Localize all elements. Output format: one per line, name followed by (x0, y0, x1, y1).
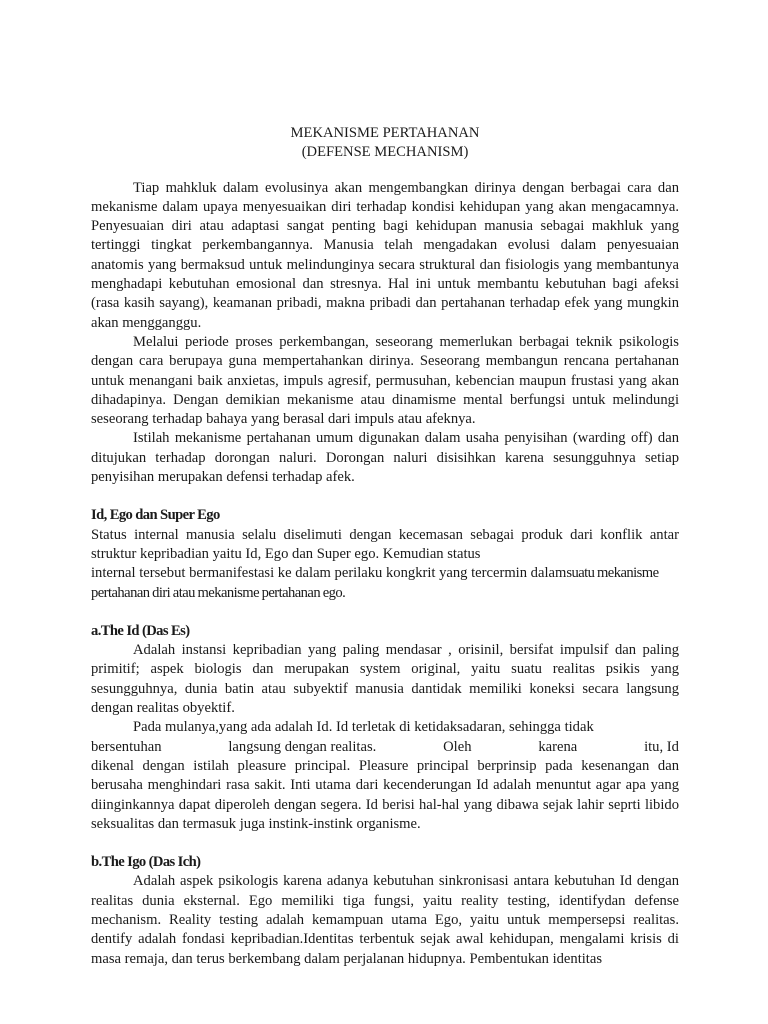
section-id-paragraph-2-line-1: Pada mulanya,yang ada adalah Id. Id terletak di ketidaksadaran, sehingga tidak (133, 719, 594, 736)
wide-line-word: karena (538, 738, 578, 755)
document-subtitle: (DEFENSE MECHANISM) (301, 144, 469, 161)
document-body (91, 124, 679, 969)
section-ego-paragraph-1: Status internal manusia selalu diselimuti dengan kecemasan sebagai produk dari konflik antar struktur kepribadian yaitu Id, Ego dan Super ego. Kemudian status (91, 526, 679, 562)
document-title: MEKANISME PERTAHANAN (290, 125, 480, 141)
section-heading-the-id: a.The Id (Das Es) (91, 622, 190, 639)
section-id-paragraph-2-rest: dikenal dengan istilah pleasure principal. Pleasure principal berprinsip pada kesenangan dan berusaha menghindari rasa sakit. Inti utama dari kecenderungan Id adalah menuntut agar apa yang diinginkannya dapat diperoleh dengan segera. Id berisi hal-hal yang dibawa sejak lahir seprti libido seksualitas dan termasuk juga instink-instink organisme. (91, 757, 679, 832)
section-ego-paragraph-2-part-1: internal tersebut bermanifestasi ke dalam perilaku kongkrit yang tercermin dalam (91, 565, 567, 582)
section-igo-paragraph-1: Adalah aspek psikologis karena adanya kebutuhan sinkronisasi antara kebutuhan Id dengan realitas dunia eksternal. Ego memiliki tiga fungsi, yaitu reality testing, identifydan defense mechanism. Reality testing adalah kemampuan utama Ego, yaitu untuk mempersepsi realitas. dentify adalah fondasi kepribadian.Identitas terbentuk sejak awal kehidupan, mengalami krisis di masa remaja, dan terus berkembang dalam perjalanan hidupnya. Pembentukan identitas (91, 873, 679, 967)
intro-paragraph-2: Melalui periode proses perkembangan, seseorang memerlukan berbagai teknik psikologis dengan cara berupaya guna mempertahankan dirinya. Seseorang membangun rencana pertahanan untuk menangani baik anxietas, impuls agresif, permusuhan, kebencian maupun frustasi yang akan dihadapinya. Dengan demikian mekanisme atau dinamisme mental berfungsi untuk melindungi seseorang terhadap bahaya yang berasal dari impuls atau afeknya. (91, 333, 679, 428)
section-ego-paragraph-2-part-2: suatu mekanisme pertahanan diri atau mekanisme pertahanan ego. (91, 565, 659, 601)
wide-line-word: Oleh (443, 738, 472, 755)
section-heading-the-igo: b.The Igo (Das Ich) (91, 854, 201, 871)
title-block (91, 124, 679, 163)
section-id-paragraph-1: Adalah instansi kepribadian yang paling mendasar , orisinil, bersifat impulsif dan paling primitif; aspek biologis dan merupakan system original, yaitu suatu realitas psikis yang sesungguhnya, dunia batin atau subyektif manusia dantidak memiliki koneksi secara langsung dengan realitas obyektif. (91, 642, 679, 717)
wide-line-word: itu, Id (644, 738, 679, 755)
section-id-paragraph-2-line-2 (91, 738, 679, 757)
intro-paragraph-1: Tiap mahkluk dalam evolusinya akan mengembangkan dirinya dengan berbagai cara dan mekanisme dalam upaya menyesuaikan diri terhadap kondisi kehidupan yang akan mengacamnya. Penyesuaian diri atau adaptasi sangat penting bagi kehidupan manusia sebagai makhluk yang tertinggi tingkat perkembangannya. Manusia telah mengadakan evolusi dalam penyesuaian anatomis yang bermaksud untuk melindunginya secara struktural dan fisiologis yang membantunya menghadapi kebutuhan emosional dan stresnya. Hal ini untuk membantu kebutuhan bagi afeksi (rasa kasih sayang), keamanan pribadi, makna pribadi dan pertahanan terhadap efek yang mungkin akan mengganggu. (91, 179, 679, 331)
section-heading-id-ego-superego: Id, Ego dan Super Ego (91, 507, 220, 524)
wide-line-word: bersentuhan (91, 738, 162, 755)
section-ego-paragraph-2 (91, 564, 679, 603)
intro-paragraph-3: Istilah mekanisme pertahanan umum digunakan dalam usaha penyisihan (warding off) dan ditujukan terhadap dorongan naluri. Dorongan naluri disisihkan karena sesungguhnya setiap penyisihan merupakan defensi terhadap afek. (91, 430, 679, 486)
wide-line-word: langsung dengan realitas. (228, 738, 377, 755)
